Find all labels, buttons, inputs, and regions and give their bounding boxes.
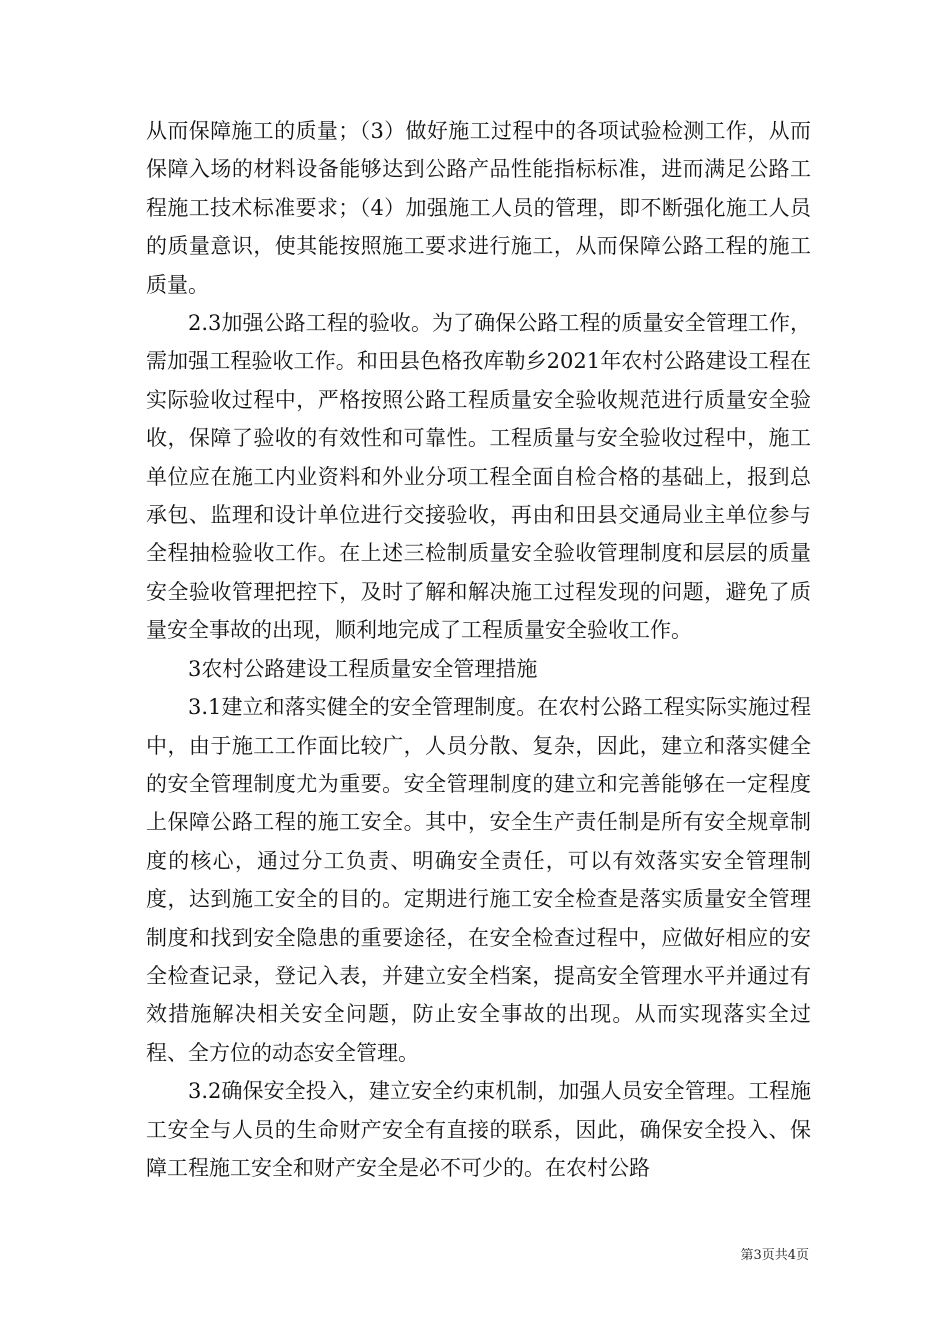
page-number-footer: 第3页共4页 (740, 1248, 809, 1263)
paragraph-3-1-safety-system: 3.1建立和落实健全的安全管理制度。在农村公路工程实际实施过程中，由于施工工作面比较广，人员分散、复杂，因此，建立和落实健全的安全管理制度尤为重要。安全管理制度的建立和完善能够在一定程度上保障公路工程的施工安全。其中，安全生产责任制是所有安全规章制度的核心，通过分工负责、明确安全责任，可以有效落实安全管理制度，达到施工安全的目的。定期进行施工安全检查是落实质量安全管理制度和找到安全隐患的重要途径，在安全检查过程中，应做好相应的安全检查记录，登记入表，并建立安全档案，提高安全管理水平并通过有效措施解决相关安全问题，防止安全事故的出现。从而实现落实全过程、全方位的动态安全管理。 (146, 695, 811, 1065)
document-body (146, 112, 811, 1187)
paragraph-3-2-safety-investment: 3.2确保安全投入，建立安全约束机制，加强人员安全管理。工程施工安全与人员的生命财产安全有直接的联系，因此，确保安全投入、保障工程施工安全和财产安全是必不可少的。在农村公路 (146, 1079, 811, 1180)
paragraph-2-3-acceptance: 2.3加强公路工程的验收。为了确保公路工程的质量安全管理工作，需加强工程验收工作。和田县色格孜库勒乡2021年农村公路建设工程在实际验收过程中，严格按照公路工程质量安全验收规范进行质量安全验收，保障了验收的有效性和可靠性。工程质量与安全验收过程中，施工单位应在施工内业资料和外业分项工程全面自检合格的基础上，报到总承包、监理和设计单位进行交接验收，再由和田县交通局业主单位参与全程抽检验收工作。在上述三检制质量安全验收管理制度和层层的质量安全验收管理把控下，及时了解和解决施工过程发现的问题，避免了质量安全事故的出现，顺利地完成了工程质量安全验收工作。 (146, 311, 811, 643)
section-heading-3: 3农村公路建设工程质量安全管理措施 (188, 656, 538, 681)
paragraph-1: 从而保障施工的质量；（3）做好施工过程中的各项试验检测工作，从而保障入场的材料设备能够达到公路产品性能指标标准，进而满足公路工程施工技术标准要求；（4）加强施工人员的管理，即不断强化施工人员的质量意识，使其能按照施工要求进行施工，从而保障公路工程的施工质量。 (146, 119, 811, 297)
